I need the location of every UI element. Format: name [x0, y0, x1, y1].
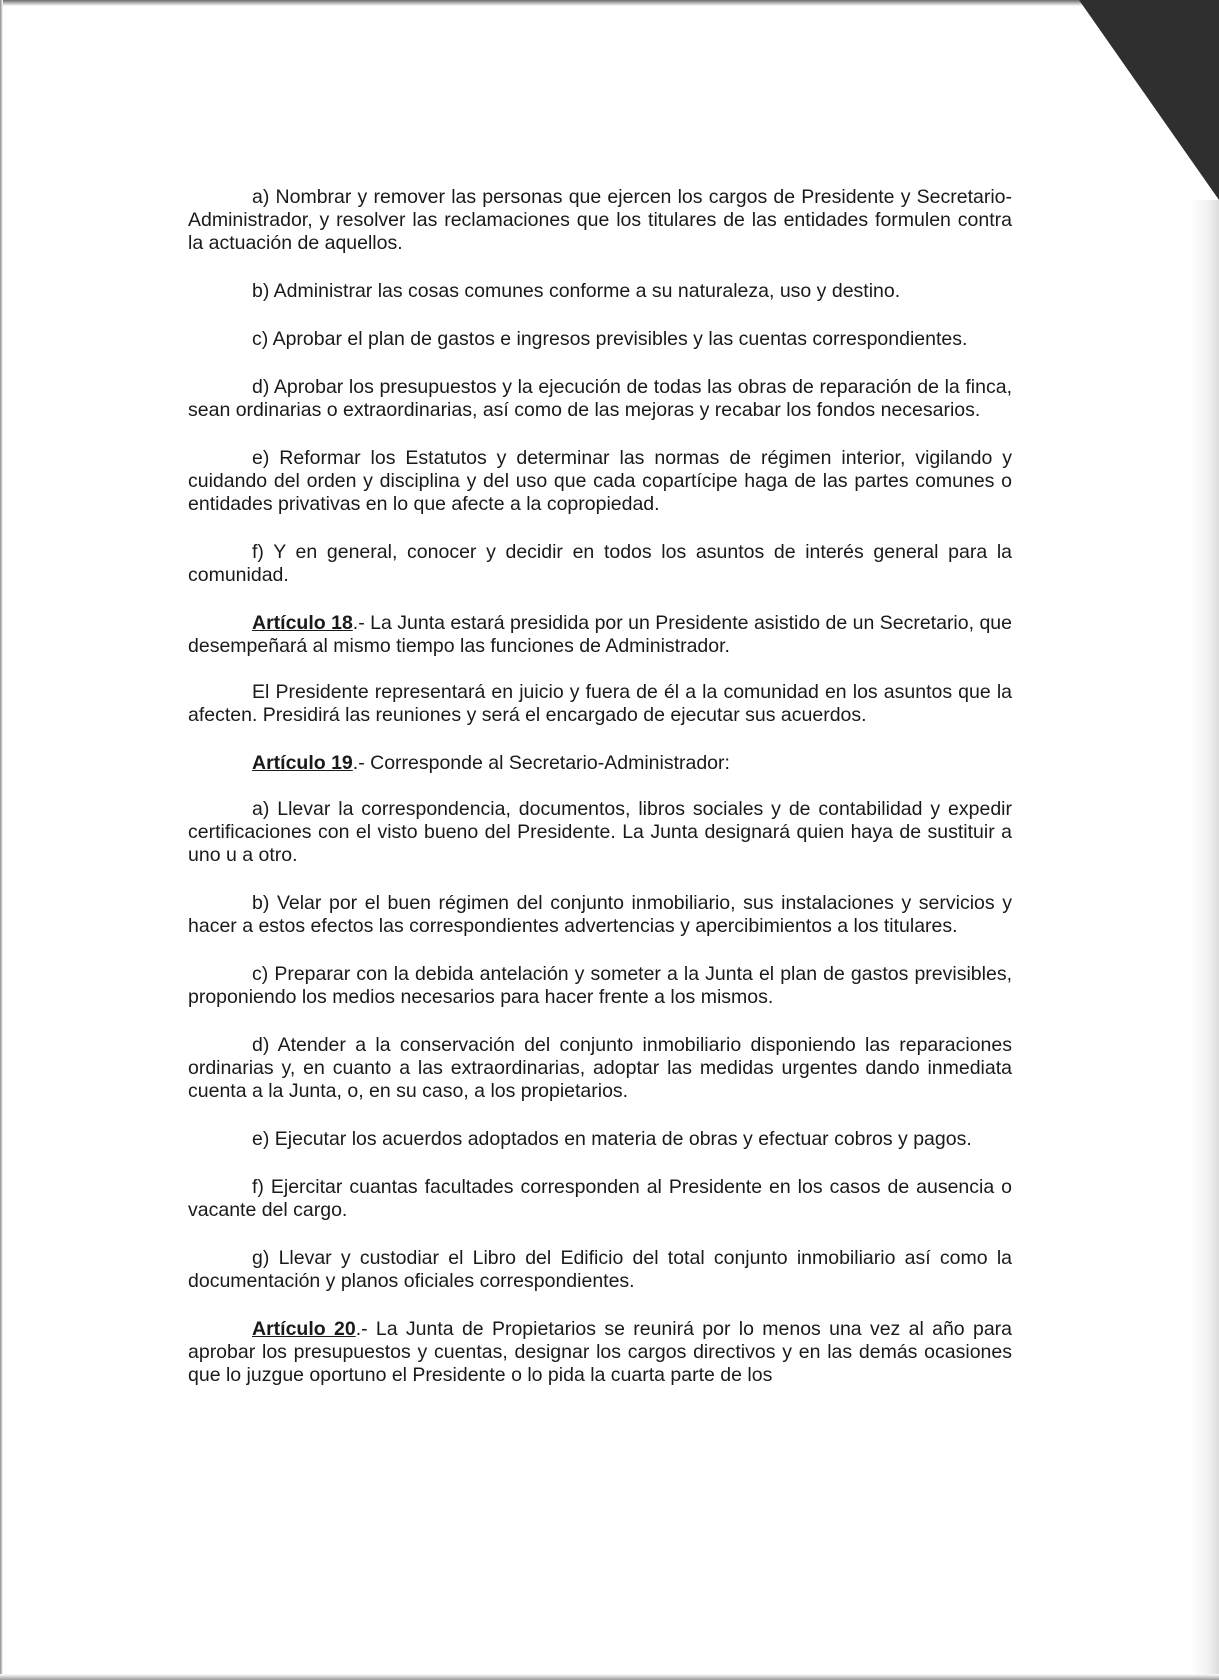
paragraph-c-aprobar-plan — [188, 328, 1012, 351]
paragraph-text: b) Administrar las cosas comunes conforme a su naturaleza, uso y destino. — [252, 280, 901, 302]
paragraph-g-custodiar — [188, 1247, 1012, 1293]
scan-left-shadow — [0, 0, 3, 1680]
folded-page-corner — [1079, 0, 1219, 200]
paragraph-text: c) Aprobar el plan de gastos e ingresos previsibles y las cuentas correspondientes. — [252, 328, 968, 350]
paragraph-b-administrar — [188, 280, 1012, 303]
paragraph-text: .- La Junta de Propietarios se reunirá por lo menos una vez al año para aprobar los presupuestos y cuentas, designar los cargos directivos y en las demás ocasiones que lo juzgue oportuno el Presidente o lo pida la cuarta parte de los — [188, 1318, 1012, 1386]
paragraph-text: c) Preparar con la debida antelación y someter a la Junta el plan de gastos previsibles, proponiendo los medios necesarios para hacer frente a los mismos. — [188, 963, 1012, 1008]
article-heading: Artículo 19 — [252, 752, 353, 774]
paragraph-text: e) Reformar los Estatutos y determinar las normas de régimen interior, vigilando y cuidando del orden y disciplina y del uso que cada copartícipe haga de las partes comunes o entidades privativas en lo que afecte a la copropiedad. — [188, 447, 1012, 515]
paragraph-f-conocer — [188, 541, 1012, 587]
document-body — [188, 186, 1012, 1410]
paragraph-c-preparar — [188, 963, 1012, 1009]
paragraph-text: a) Nombrar y remover las personas que ejercen los cargos de Presidente y Secretario-Administrador, y resolver las reclamaciones que los titulares de las entidades formulen contra la actuación de aquellos. — [188, 186, 1012, 254]
article-20 — [188, 1318, 1012, 1387]
paragraph-text: d) Atender a la conservación del conjunto inmobiliario disponiendo las reparaciones ordinarias y, en cuanto a las extraordinarias, adoptar las medidas urgentes dando inmediata cuenta a la Junta, o, en su caso, a los propietarios. — [188, 1034, 1012, 1102]
paragraph-d-atender — [188, 1034, 1012, 1103]
paragraph-text: .- Corresponde al Secretario-Administrador: — [352, 752, 730, 774]
paragraph-text: g) Llevar y custodiar el Libro del Edificio del total conjunto inmobiliario así como la documentación y planos oficiales correspondientes. — [188, 1247, 1012, 1292]
article-18 — [188, 612, 1012, 658]
paragraph-d-aprobar-presupuestos — [188, 376, 1012, 422]
paragraph-f-ejercitar — [188, 1176, 1012, 1222]
paragraph-text: .- La Junta estará presidida por un Presidente asistido de un Secretario, que desempeñará al mismo tiempo las funciones de Administrador. — [188, 612, 1012, 657]
paragraph-presidente — [188, 681, 1012, 727]
paragraph-text: f) Ejercitar cuantas facultades corresponden al Presidente en los casos de ausencia o vacante del cargo. — [188, 1176, 1012, 1221]
paragraph-a-llevar-correspondencia — [188, 798, 1012, 867]
article-19 — [188, 752, 1012, 775]
paragraph-e-reformar — [188, 447, 1012, 516]
paragraph-text: b) Velar por el buen régimen del conjunto inmobiliario, sus instalaciones y servicios y hacer a estos efectos las correspondientes advertencias y apercibimientos a los titulares. — [188, 892, 1012, 937]
paragraph-text: e) Ejecutar los acuerdos adoptados en materia de obras y efectuar cobros y pagos. — [252, 1128, 972, 1150]
article-heading: Artículo 18 — [252, 612, 353, 634]
paragraph-text: a) Llevar la correspondencia, documentos, libros sociales y de contabilidad y expedir certificaciones con el visto bueno del Presidente. La Junta designará quien haya de sustituir a uno u a otro. — [188, 798, 1012, 866]
paragraph-text: d) Aprobar los presupuestos y la ejecución de todas las obras de reparación de la finca, sean ordinarias o extraordinarias, así como de las mejoras y recabar los fondos necesarios. — [188, 376, 1012, 421]
article-heading: Artículo 20 — [252, 1318, 356, 1340]
paragraph-b-velar — [188, 892, 1012, 938]
paragraph-e-ejecutar — [188, 1128, 1012, 1151]
scan-right-edge — [1191, 200, 1219, 1680]
paragraph-a-nombrar — [188, 186, 1012, 255]
paragraph-text: El Presidente representará en juicio y fuera de él a la comunidad en los asuntos que la afecten. Presidirá las reuniones y será el encargado de ejecutar sus acuerdos. — [188, 681, 1012, 726]
scan-top-shadow — [0, 0, 1219, 6]
scan-bottom-edge — [0, 1674, 1219, 1680]
paragraph-text: f) Y en general, conocer y decidir en todos los asuntos de interés general para la comunidad. — [188, 541, 1012, 586]
